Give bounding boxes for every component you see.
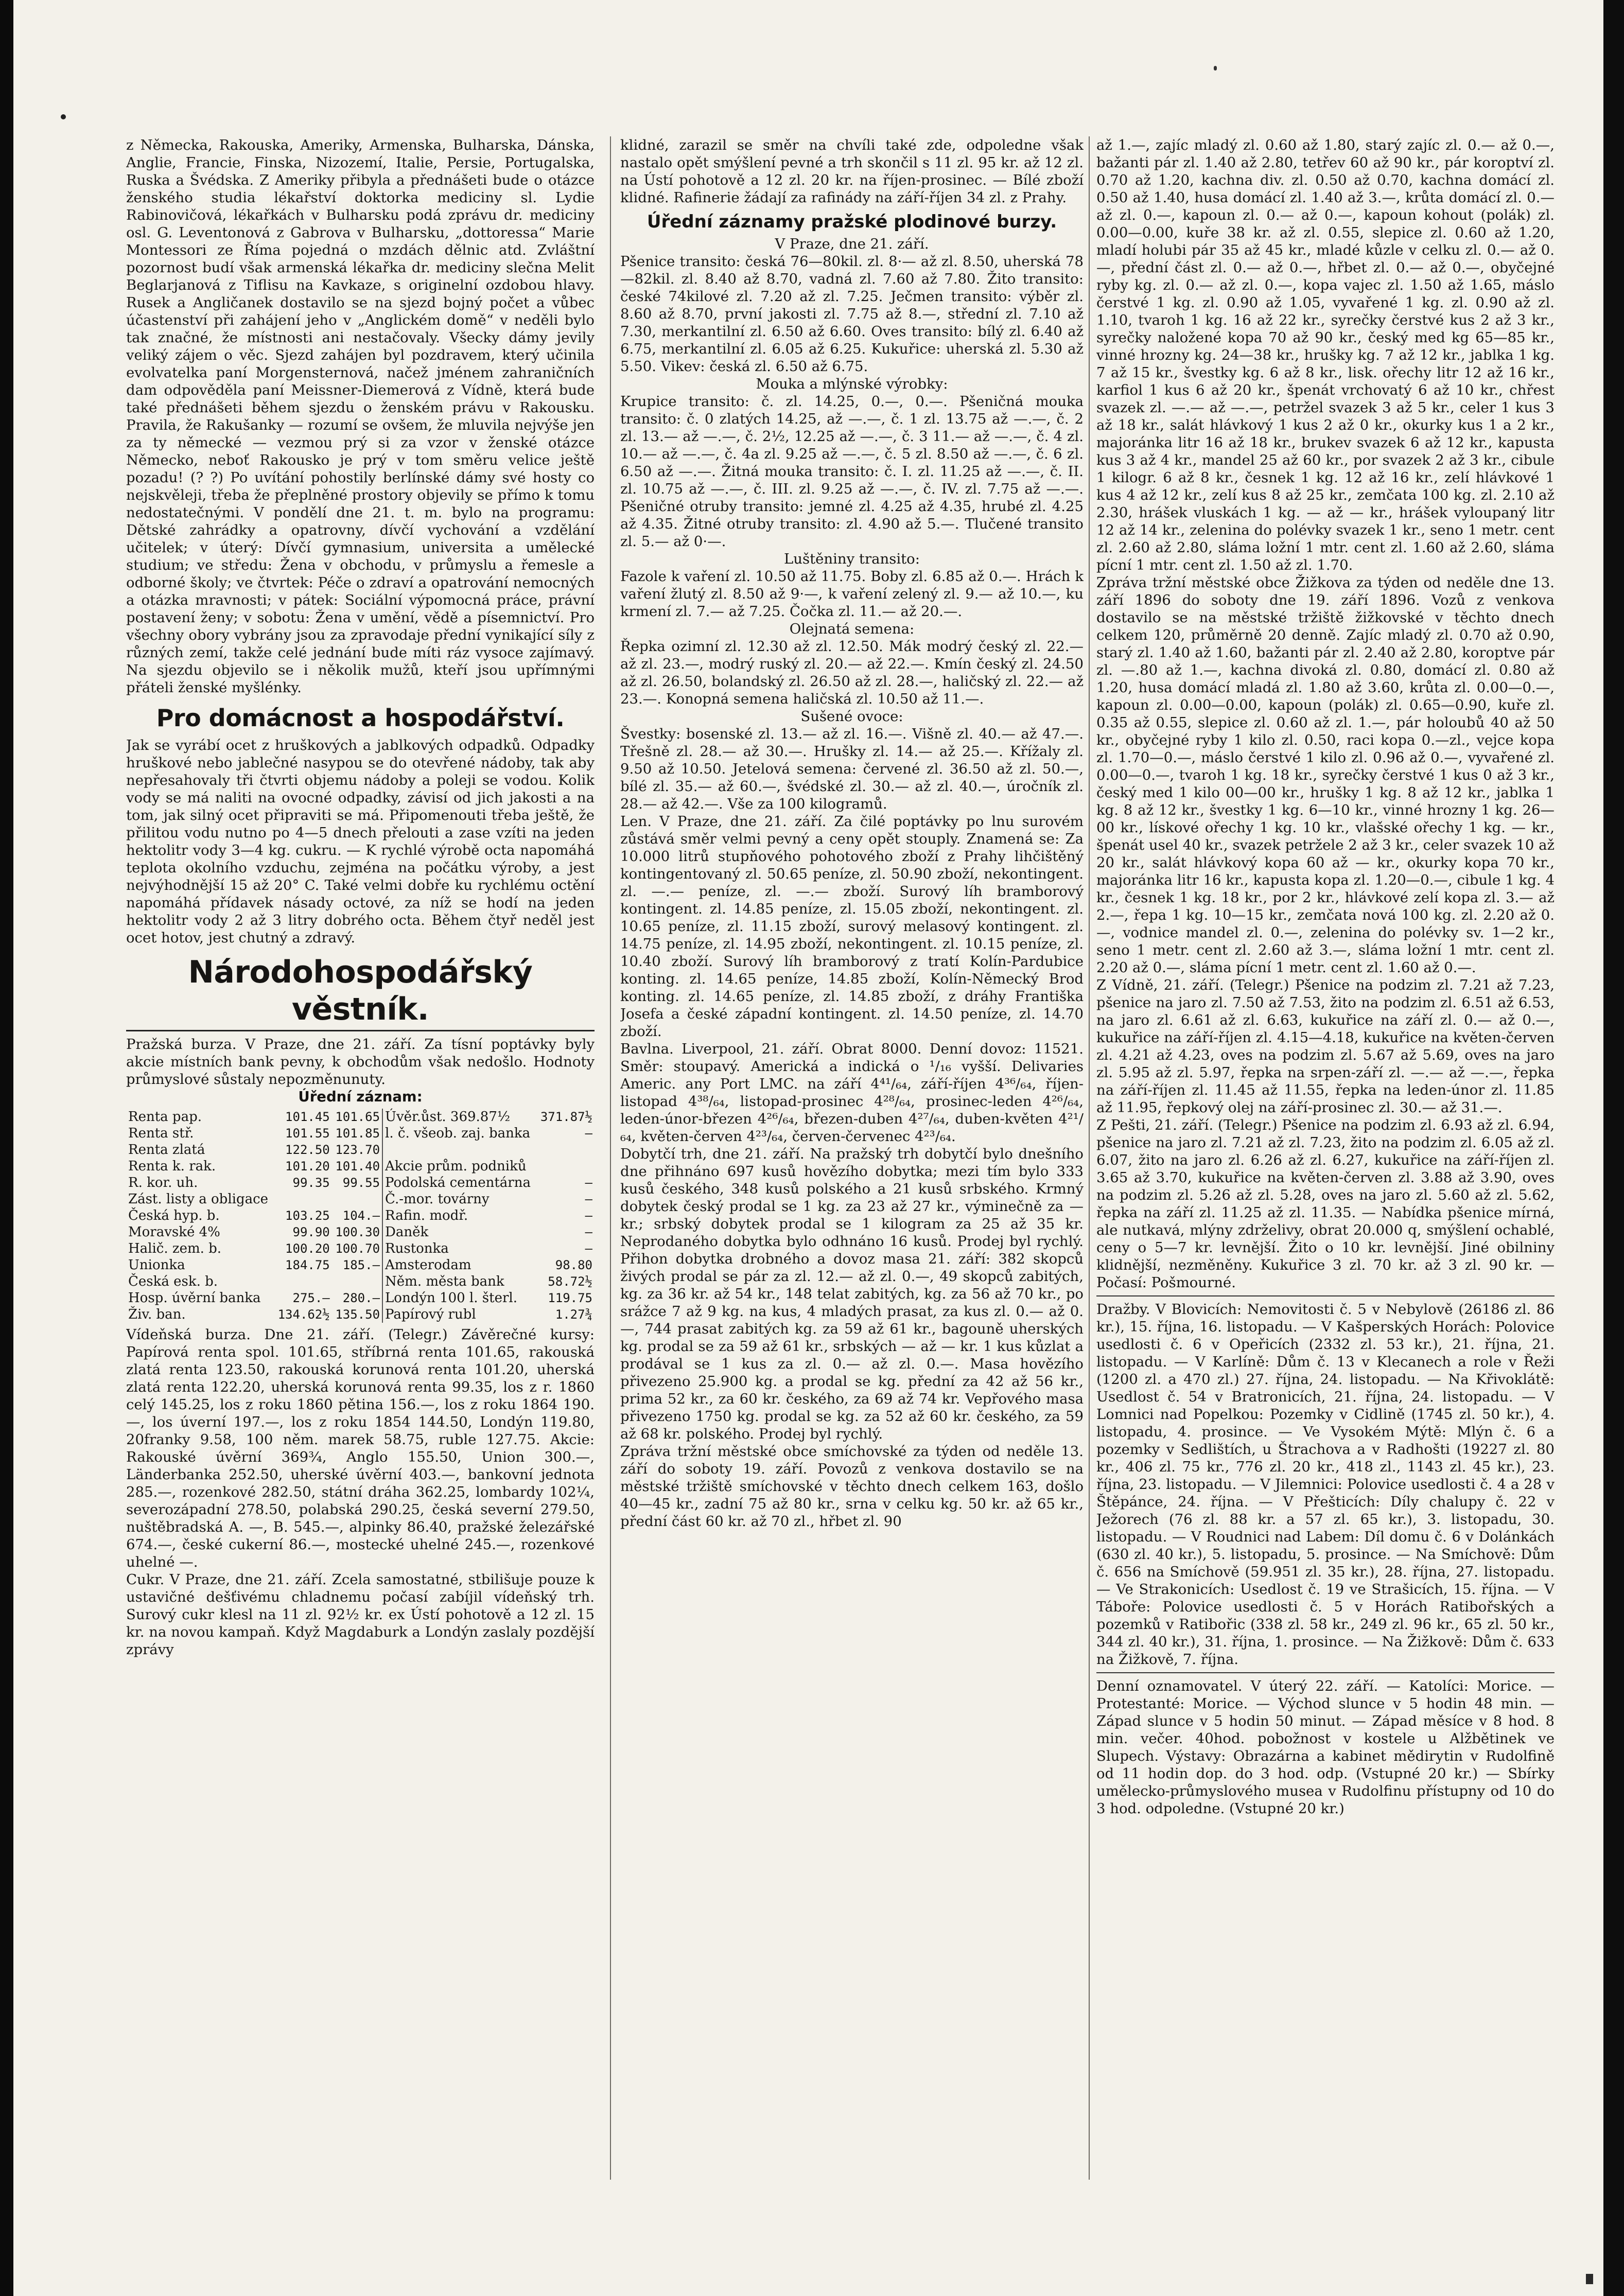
article-smichov-market: Zpráva tržní městské obce smíchovské za týden od neděle 13. září do soboty 19. září. Povozů z venkova dostavilo se na městské tržiště smíchovské v těchto dnech celkem 163, došlo 40—45 kr., zadní 75 až 80 kr., srna v celku kg. 50 kr. až 65 kr., přední část 60 kr. až 70 zl., hřbet zl. 90 bbox=[620, 1443, 1084, 1530]
rate-cell: 122.50 bbox=[285, 1143, 330, 1157]
rate-cell: Zást. listy a obligace bbox=[128, 1191, 269, 1207]
rate-cell: 184.75 bbox=[285, 1258, 330, 1272]
article-zizkov-market: Zpráva tržní městské obce Žižkova za týden od neděle dne 13. září 1896 do soboty dne 19. září 1896. Vozů z venkova dostavilo se na městské tržiště žižkovské v těchto dnech celkem 120, průměrně 20 denně. Zajíc mladý zl. 0.70 až 0.90, starý zl. 1.40 až 1.60, bažanti pár zl. 2.40 až 2.80, koroptve pár zl. —.80 až 1.—, kachna divoká zl. 0.80, domácí zl. 0.80 až 1.20, husa domácí mladá zl. 1.80 až 3.60, krůta zl. 0.00—0.—, kapoun zl. 0.00—0.00, kapoun (polák) zl. 0.65—0.90, kuře zl. 0.35 až 0.55, slepice zl. 0.60 až zl. 1.—, pár holoubů 40 až 50 kr., obyčejné ryby 1 kilo zl. 0.50, raci kopa 0.—zl., vejce kopa zl. 1.70—0.—, máslo čerstvé 1 kilo zl. 0.96 až 0.—, vyvařené zl. 0.00—0.—, tvaroh 1 kg. 18 kr., syrečky čerstvé 1 kus 0 až 3 kr., český med 1 kilo 00—00 kr., hrušky 1 kg. 8 až 12 kr., jablka 1 kg. 8 až 12 kr., švestky 1 kg. 6—10 kr., vinné hrozny 1 kg. 26—00 kr., lískové ořechy 1 kg. 10 kr., vlašské ořechy 1 kg. — kr., špenát usel 40 kr., svazek petržele 2 až 3 kr., celer svazek 10 až 20 kr., salát hlávkový kopa 60 až — kr., okurky kopa 70 kr., majoránka litr 16 kr., kapusta kopa zl. 1.20—0.—, cibule 1 kg. 4 kr., česnek 1 kg. 18 kr., por 2 kr., hlávkové zelí kopa zl. 3.— až 2.—, řepa 1 kg. 10—15 kr., zemčata nová 100 kg. zl. 2.20 až 0.—, vodnice mandel zl. 0.—, zelenina do polévky sv. 1—2 kr., seno 1 metr. cent zl. 2.60 až 3.—, sláma ložní 1 mtr. cent zl. 2.20 až 0.—, sláma pícní 1 metr. cent zl. 1.60 až 0.—. bbox=[1096, 574, 1555, 976]
rate-cell: Renta pap. bbox=[128, 1109, 202, 1125]
article-vienna-exchange: Vídeňská burza. Dne 21. září. (Telegr.) Závěrečné kursy: Papírová renta spol. 101.65, stříbrná renta 101.65, rakouská zlatá renta 123.50, rakouská korunová renta 101.20, uherská zlatá renta 122.20, uherská korunová renta 99.35, los z r. 1860 celý 145.25, los z roku 1860 pětina 156.—, los z roku 1864 190.—, los úverní 197.—, los z roku 1854 144.50, Londýn 119.80, 20franky 9.58, 100 něm. marek 58.75, ruble 127.75. Akcie: Rakouské úvěrní 369¾, Anglo 155.50, Union 300.—, Länderbanka 252.50, uherské úvěrní 403.—, bankovní jednota 285.—, rozenkové 282.50, státní dráha 362.25, lombardy 102¼, severozápadní 278.50, polabská 290.25, česká severní 279.50, nuštěbradská A. —, B. 545.—, alpinky 86.40, pražské železářské 674.—, české cukerní 86.—, mostecké uhelné 245.—, rozenkové uhelné —. bbox=[126, 1326, 595, 1570]
rate-cell: 280.— bbox=[342, 1291, 380, 1305]
rate-cell: 134.62½ bbox=[277, 1307, 330, 1322]
article-vinegar: Jak se vyrábí ocet z hruškových a jablkových odpadků. Odpadky hruškové nebo jablečné nasypou se do otevřené nádoby, tak aby nepřesahovaly tři čtvrti objemu nádoby a poleji se vodou. Kolik vody se má naliti na ovocné odpadky, závisí od jich jakosti a na tom, jak silný ocet připraviti se má. Připomenouti třeba ještě, že přilitou vodu nutno po 4—5 dnech přelouti a zase vzíti na jeden hektolitr vody 3—4 kg. cukru. — K rychlé výrobě octa napomáhá teplota okolního vzduchu, zejména na počátku výroby, a jest nejvýhodnější 15 až 20° C. Také velmi dobře ku rychlému octění napomáhá přídavek násady octové, za níž se hodí na jeden hektolitr vody 2 až 3 litry dobrého octa. Během čtyř neděl jest ocet hotov, jest chutný a zdravý. bbox=[126, 737, 595, 946]
article-vienna-grain: Z Vídně, 21. září. (Telegr.) Pšenice na podzim zl. 7.21 až 7.23, pšenice na jaro zl. 7.50 až 7.53, žito na podzim zl. 6.51 až 6.53, na jaro zl. 6.61 až zl. 6.63, kukuřice na září zl. 0.— až 0.—, kukuřice na září-říjen zl. 4.15—4.18, kukuřice na květen-červen zl. 4.21 až 4.23, oves na podzim zl. 5.67 až 5.69, oves na jaro zl. 5.95 až zl. 5.97, řepka na srpen-září zl. —.— až —.—, řepka na září-říjen zl. 11.45 až 11.55, řepka na leden-únor zl. 11.85 až 11.95, řepkový olej na září-prosinec zl. 30.— až 31.—. bbox=[1096, 977, 1555, 1116]
rate-cell bbox=[332, 1273, 382, 1290]
rate-cell bbox=[274, 1191, 332, 1207]
rate-row bbox=[126, 1257, 595, 1273]
column-rule bbox=[1089, 136, 1090, 2180]
rate-row bbox=[126, 1175, 595, 1191]
rate-cell: Renta stř. bbox=[128, 1126, 194, 1141]
rate-cell: Něm. města bank bbox=[382, 1273, 537, 1290]
rate-cell: 1.27¾ bbox=[555, 1307, 592, 1322]
rate-cell: Česká esk. b. bbox=[128, 1274, 218, 1289]
rate-cell: Úvěr.ůst. 369.87½ bbox=[382, 1109, 537, 1125]
rate-cell: Č.-mor. továrny bbox=[382, 1191, 537, 1207]
rate-cell bbox=[537, 1158, 595, 1175]
rates-heading: Úřední záznam: bbox=[298, 1089, 423, 1105]
rate-cell: — bbox=[585, 1126, 592, 1141]
rate-cell: 99.55 bbox=[342, 1176, 380, 1190]
rate-cell: Papírový rubl bbox=[382, 1306, 537, 1323]
column-1 bbox=[126, 136, 595, 2175]
rate-cell: 275.— bbox=[292, 1291, 330, 1305]
rate-cell: Moravské 4% bbox=[128, 1224, 220, 1240]
rate-cell: Renta zlatá bbox=[128, 1142, 205, 1158]
heading-grain-exchange: Úřední záznamy pražské plodinové burzy. bbox=[647, 212, 1057, 232]
section-heading-household: Pro domácnost a hospodářství. bbox=[156, 704, 565, 732]
rate-cell: Amsterodam bbox=[382, 1257, 537, 1273]
article-spirits: Len. V Praze, dne 21. září. Za čilé poptávky po lnu surovém zůstává směr velmi pevný a ceny opět stouply. Znamená se: Za 10.000 litrů stupňového pohotového zboží z Prahy lihčištěný kontingentovaný zl. 50.65 peníze, zl. 50.90 zboží, nekontingent. zl. —.— peníze, zl. —.— zboží. Surový líh bramborový kontingent. zl. 14.85 peníze, zl. 15.05 zboží, nekontingent. zl. 10.65 peníze, zl. 11.15 zboží, surový melasový kontingent. zl. 14.75 peníze, zl. 14.95 zboží, nekontingent. zl. 10.15 peníze, zl. 10.40 zboží. Surový líh bramborový z tratí Kolín-Pardubice konting. zl. 14.65 peníze, 14.85 zboží, Kolín-Německý Brod konting. zl. 14.65 peníze, zl. 14.85 zboží, z dráhy Františka Josefa a české západní kontingent. zl. 14.50 peníze, zl. 14.70 zboží. bbox=[620, 813, 1084, 1040]
rate-cell: 135.50 bbox=[335, 1307, 380, 1322]
oilseed-prices: Řepka ozimní zl. 12.30 až zl. 12.50. Mák modrý český zl. 22.— až zl. 23.—, modrý ruský zl. 20.— až 22.—. Kmín český zl. 24.50 až zl. 26.50, bolandský zl. 26.50 až zl. 28.—, haličský zl. 22.— až 23.—. Konopná semena haličská zl. 10.50 až 11.—. bbox=[620, 638, 1084, 707]
article-sugar-continued: klidné, zarazil se směr na chvíli také zde, odpoledne však nastalo opět smýšlení pevné a trh skončil s 11 zl. 95 kr. až 12 zl. na Ústí pohotově a 12 zl. 20 kr. na říjen-prosinec. — Bílé zboží klidné. Rafinerie žádají za rafinády na září-říjen 34 zl. z Prahy. bbox=[620, 137, 1084, 206]
ink-speck bbox=[61, 114, 66, 119]
article-women-congress: z Německa, Rakouska, Ameriky, Armenska, Bulharska, Dánska, Anglie, Francie, Finska, Nizozemí, Italie, Persie, Portugalska, Ruska a Švédska. Z Ameriky přibyla a přednášeti bude o otázce ženského studia lékařství doktorka mediciny sl. Lydie Rabinovičová, lékařkách v Bulharsku podá zprávu dr. mediciny osl. G. Leventonová z Gabrova v Bulharsku, „dottoressa“ Marie Montessori ze Říma pojedná o mzdách dělnic atd. Zvláštní pozornost budí však armenská lékařka dr. mediciny slečna Melit Beglarjanová z Tiflisu na Kavkaze, s originelní ozdobou hlavy. Rusek a Angličanek dostavilo se na sjezd bojný počet a vůbec účastenství při zahájení jeho v „Anglickém domě“ v neděli bylo tak značné, že místnosti ani nestačovaly. Všecky dámy jevily veliký zájem o věc. Sjezd zahájen byl pozdravem, který učinila evolvatelka paní Morgensternová, načež jménem zahraničních dam odpověděla paní Meissner-Diemerová z Vídně, která bude také přednášeti během sjezdu o ženském právu v Rakousku. Pravila, že Rakušanky — rozumí se ovšem, že mluvila nejvýše jen za ty německé — vezmou prý si za vzor v ženské otázce Německo, neboť Rakousko je prý v tom směru velice ještě pozadu! (? ?) Po uvítání pohostily berlínské dámy své hosty co nejskvěleji, třeba že přeplněné prostory objevily se přímo k tomu nedostatečnými. V pondělí dne 21. t. m. bylo na programu: Dětské zahrádky a opatrovny, dívčí vychování a vzdělání učitelek; v úterý: Dívčí gymnasium, universita a umělecké studium; ve středu: Žena v obchodu, v průmyslu a řemesle a odborné školy; ve čtvrtek: Péče o zdraví a opatrování nemocných a otázka mravnosti; v pátek: Sociální výpomocná práce, právní postavení ženy; v sobotu: Žena v umění, vědě a písemnictví. Pro všechny obory vybrány jsou za zpravodaje přední vynikající síly z různých zemí, takže celé jednání bude míti ráz vysoce zajímavý. Na sjezdu objevilo se i několik mužů, kteří jsou upřímnými přáteli ženské myšlénky. bbox=[126, 137, 595, 696]
rate-cell: Podolská cementárna bbox=[382, 1175, 537, 1191]
rate-cell: 104.— bbox=[342, 1208, 380, 1223]
rate-row bbox=[126, 1290, 595, 1306]
rate-row bbox=[126, 1306, 595, 1323]
rate-cell: 185.— bbox=[342, 1258, 380, 1272]
column-3 bbox=[1096, 136, 1555, 2175]
rate-cell bbox=[332, 1191, 382, 1207]
rate-row bbox=[126, 1158, 595, 1175]
rate-cell: l. č. všeob. zaj. banka bbox=[382, 1125, 537, 1142]
article-auctions: Dražby. V Blovicích: Nemovitosti č. 5 v Nebylově (26186 zl. 86 kr.), 15. října, 16. listopadu. — V Kašperských Horách: Polovice usedlosti č. 6 v Opeřicích (2332 zl. 53 kr.), 21. října, 21. listopadu. — V Karlíně: Dům č. 13 v Klecanech a role v Řeži (1200 zl. a 470 zl.) 27. října, 24. listopadu. — Na Křivoklátě: Usedlost č. 54 v Bratronicích, 21. října, 24. listopadu. — V Lomnici nad Popelkou: Pozemky v Cidlině (1745 zl. 50 kr.), 4. listopadu, 4. prosince. — Ve Vysokém Mýtě: Mlýn č. 6 a pozemky v Sedlištích, u Štrachova a v Radhošti (19227 zl. 80 kr., 406 zl. 75 kr., 776 zl. 20 kr., 418 zl., 1143 zl. 45 kr.), 23. října, 23. listopadu. — V Jilemnici: Polovice usedlosti č. 4 a 28 v Štěpánce, 24. října. — V Přešticích: Díly chalupy č. 22 v Ježorech (76 zl. 88 kr. a 57 zl. 65 kr.), 3. listopadu, 30. listopadu. — V Roudnici nad Labem: Díl domu č. 6 v Dolánkách (630 zl. 40 kr.), 5. listopadu, 5. prosince. — Na Smíchově: Dům č. 656 na Smíchově (59.951 zl. 35 kr.), 28. října, 27. listopadu. — Ve Strakonicích: Usedlost č. 19 ve Strašicích, 15. října. — V Táboře: Polovice usedlosti č. 5 v Horách Ratibořských a pozemků v Ratibořic (338 zl. 58 kr., 249 zl. 96 kr., 65 zl. 50 kr., 344 zl. 40 kr.), 31. října, 1. prosince. — Na Žižkově: Dům č. 633 na Žižkově, 7. října. bbox=[1096, 1301, 1555, 1668]
rate-cell: 101.65 bbox=[335, 1110, 380, 1124]
legume-prices: Fazole k vaření zl. 10.50 až 11.75. Boby zl. 6.85 až 0.—. Hrách k vaření žlutý zl. 8.50 až 9·—, k vaření zelený zl. 9.— až 10.—, ku krmení zl. 7.— až 7.25. Čočka zl. 11.— až 20.—. bbox=[620, 568, 1084, 620]
rate-cell: Halič. zem. b. bbox=[128, 1241, 222, 1256]
rate-cell: — bbox=[585, 1176, 592, 1190]
rate-row bbox=[126, 1109, 595, 1125]
rate-cell: 123.70 bbox=[335, 1143, 380, 1157]
exchange-rates-table bbox=[126, 1109, 595, 1323]
rate-row bbox=[126, 1240, 595, 1257]
rate-cell: Daněk bbox=[382, 1224, 537, 1240]
rate-cell: Živ. ban. bbox=[128, 1307, 186, 1322]
heading-flour: Mouka a mlýnské výrobky: bbox=[756, 376, 948, 392]
article-prague-exchange: Pražská burza. V Praze, dne 21. září. Za tísní poptávky byly akcie místních bank pevny, k obchodům však nedošlo. Hodnoty průmyslové sůstaly nepozměnunuty. bbox=[126, 1036, 595, 1088]
rate-cell: Renta k. rak. bbox=[128, 1159, 216, 1174]
rate-cell: — bbox=[585, 1208, 592, 1223]
rate-cell bbox=[382, 1142, 537, 1158]
rate-row bbox=[126, 1142, 595, 1158]
rate-cell: 100.30 bbox=[335, 1225, 380, 1239]
rate-cell bbox=[274, 1273, 332, 1290]
rate-cell: 99.90 bbox=[292, 1225, 330, 1239]
rate-cell bbox=[537, 1142, 595, 1158]
grain-date: V Praze, dne 21. září. bbox=[775, 236, 929, 252]
article-cotton: Bavlna. Liverpool, 21. září. Obrat 8000. Denní dovoz: 11521. Směr: stoupavý. Americká a indická o ¹/₁₆ vyšší. Delivaries Americ. any Port LMC. na září 4⁴¹/₆₄, září-říjen 4³⁶/₆₄, říjen-listopad 4³⁸/₆₄, listopad-prosinec 4²⁸/₆₄, prosinec-leden 4²⁶/₆₄, leden-únor-březen 4²⁶/₆₄, březen-duben 4²⁷/₆₄, duben-květen 4²¹/₆₄, květen-červen 4²³/₆₄, červen-červenec 4²³/₆₄. bbox=[620, 1041, 1084, 1145]
rate-cell: 101.55 bbox=[285, 1126, 330, 1141]
rate-cell: Hosp. úvěrní banka bbox=[128, 1290, 261, 1306]
ink-speck bbox=[1586, 2274, 1593, 2284]
rate-row bbox=[126, 1125, 595, 1142]
rate-row bbox=[126, 1273, 595, 1290]
scan-edge-right bbox=[1603, 0, 1624, 2296]
rate-cell: 99.35 bbox=[292, 1176, 330, 1190]
rate-cell: 101.40 bbox=[335, 1159, 380, 1173]
rate-cell: — bbox=[585, 1225, 592, 1239]
rate-cell: 98.80 bbox=[555, 1258, 592, 1272]
dried-fruit-prices: Švestky: bosenské zl. 13.— až zl. 16.—. Višně zl. 40.— až 47.—. Třešně zl. 28.— až 30.—. Hrušky zl. 14.— až 25.—. Křížaly zl. 9.50 až 10.50. Jetelová semena: červené zl. 36.50 až zl. 50.—, bílé zl. 35.— až 60.—, švédské zl. 30.— až zl. 40.—, úročník zl. 28.— až 42.—. Vše za 100 kilogramů. bbox=[620, 726, 1084, 812]
column-2 bbox=[620, 136, 1084, 2175]
ink-speck bbox=[1214, 66, 1217, 71]
column-rule bbox=[610, 136, 611, 2180]
rate-cell: Unionka bbox=[128, 1257, 185, 1273]
rate-cell: — bbox=[585, 1192, 592, 1206]
section-heading-economy: Národohospodářský věstník. bbox=[126, 954, 595, 1031]
grain-prices: Pšenice transito: česká 76—80kil. zl. 8·— až zl. 8.50, uherská 78—82kil. zl. 8.40 až 8.70, vadná zl. 7.60 až 7.80. Žito transito: české 74kilové zl. 7.20 až zl. 7.25. Ječmen transito: výběr zl. 8.60 až 8.70, první jakosti zl. 7.75 až 8.—, střední zl. 7.10 až 7.30, merkantilní zl. 6.50 až 6.60. Oves transito: bílý zl. 6.40 až 6.75, merkantilní zl. 6.05 až 6.25. Kukuřice: uherská zl. 5.30 až 5.50. Vikev: česká zl. 6.50 až 6.75. bbox=[620, 253, 1084, 375]
heading-legumes: Luštěniny transito: bbox=[784, 551, 920, 567]
rate-cell: 101.85 bbox=[335, 1126, 380, 1141]
heading-oilseed: Olejnatá semena: bbox=[789, 621, 915, 637]
divider bbox=[1096, 1295, 1555, 1296]
market-prices-continued: až 1.—, zajíc mladý zl. 0.60 až 1.80, starý zajíc zl. 0.— až 0.—, bažanti pár zl. 1.40 až 2.80, tetřev 60 až 90 kr., pár koroptví zl. 0.70 až 1.20, kachna div. zl. 0.50 až 0.70, kachna domácí zl. 0.50 až 1.40, husa domácí zl. 1.40 až 3.—, krůta domácí zl. 0.— až zl. 0.—, kapoun zl. 0.— až 0.—, kapoun kohout (polák) zl. 0.00—0.00, kuře 38 kr. až zl. 0.55, slepice zl. 0.60 až 1.20, mladí holubi pár 35 až 45 kr., mladé kůzle v celku zl. 0.— až 0.—, přední část zl. 0.— až 0.—, hřbet zl. 0.— až 0.—, obyčejné ryby kg. zl. 0.— až zl. 0.—, kopa vajec zl. 1.50 až 1.65, máslo čerstvé 1 kg. zl. 0.90 až 1.05, vyvařené 1 kg. zl. 0.90 až zl. 1.10, tvaroh 1 kg. 16 až 22 kr., syrečky čerstvé kus 2 až 3 kr., syrečky naložené kopa 70 až 90 kr., český med kg 65—85 kr., vinné hrozny kg. 24—38 kr., hrušky kg. 7 až 12 kr., jablka 1 kg. 7 až 15 kr., švestky kg. 6 až 8 kr., lisk. ořechy litr 12 až 16 kr., karfiol 1 kus 6 až 20 kr., špenát vrchovatý 6 až 10 kr., chřest svazek zl. —.— až —.—, petržel svazek 3 až 5 kr., celer 1 kus 3 až 18 kr., salát hlávkový 1 kus 2 až 0 kr., okurky kus 1 a 2 kr., majoránka litr 16 až 18 kr., brukev svazek 6 až 12 kr., kapusta kus 3 až 4 kr., mandel 25 až 60 kr., por svazek 2 až 3 kr., cibule 1 kilogr. 6 až 8 kr., česnek 1 kg. 12 až 16 kr., zelí hlávkové 1 kus 4 až 12 kr., zelí kus 8 až 25 kr., zemčata 100 kg. zl. 2.10 až 2.30, hrášek vluskách 1 kg. — až — kr., hrášek vyloupaný litr 12 až 14 kr., zelenina do polévky svazek 1 kr., seno 1 metr. cent zl. 2.60 až 2.80, sláma ložní 1 mtr. cent zl. 1.60 až 2.60, sláma pícní 1 mtr. cent zl. 1.50 až zl. 1.70. bbox=[1096, 137, 1555, 573]
rate-cell: Rafin. modř. bbox=[382, 1207, 537, 1224]
rate-cell: Rustonka bbox=[382, 1240, 537, 1257]
divider bbox=[1096, 1672, 1555, 1673]
rate-cell: 101.20 bbox=[285, 1159, 330, 1173]
rate-cell: 371.87½ bbox=[540, 1110, 592, 1124]
rate-row bbox=[126, 1191, 595, 1207]
rate-cell: 100.70 bbox=[335, 1241, 380, 1256]
rate-cell: Londýn 100 l. šterl. bbox=[382, 1290, 537, 1306]
rate-row bbox=[126, 1207, 595, 1224]
article-sugar: Cukr. V Praze, dne 21. září. Zcela samostatné, stbilišuje pouze k ustavičné dešťivému chladnemu počasí zabíjil vídeňský trh. Surový cukr klesl na 11 zl. 92½ kr. ex Ústí pohotově a 12 zl. 15 kr. na novou kampaň. Když Magdaburk a Londýn zaslaly pozdější zprávy bbox=[126, 1571, 595, 1658]
article-pest-grain: Z Pešti, 21. září. (Telegr.) Pšenice na podzim zl. 6.93 až zl. 6.94, pšenice na jaro zl. 7.21 až zl. 7.23, žito na podzim zl. 6.05 až zl. 6.07, žito na jaro zl. 6.26 až zl. 6.27, kukuřice na září-říjen zl. 3.65 až 3.70, kukuřice na květen-červen zl. 3.88 až 3.90, oves na podzim zl. 5.26 až zl. 5.28, oves na jaro zl. 5.60 až zl. 5.62, řepka na září zl. 11.25 až zl. 11.35. — Nabídka pšenice mírná, ale nutkavá, mlýny zdrželivy, obrat 20.000 q, smýšlení ochablé, ceny o 5—7 kr. levnější. Žito o 10 kr. levnější. Jiné obilniny klidnější, nezměněny. Kukuřice 3 zl. 70 kr. až 3 zl. 90 kr. — Počasí: Pošmourné. bbox=[1096, 1117, 1555, 1291]
article-cattle-market: Dobytčí trh, dne 21. září. Na pražský trh dobytčí bylo dnešního dne přihnáno 697 kusů hovězího dobytka; mezi tím bylo 333 kusů českého, 348 kusů polského a 21 kusů srbského. Krmný dobytek český prodal se 1 kg. za 23 až 27 kr., výminečně za — kr.; srbský dobytek prodal se 1 kilogram za 25 až 35 kr. Neprodaného dobytka bylo odhnáno 16 kusů. Prodej byl rychlý. Přihon dobytka drobného a dovoz masa 21. září: 382 skopců živých prodal se pár za zl. 12.— až zl. 0.—, 49 skopců zabitých, kg. za 36 kr. až 54 kr., 148 telat zabitých, kg. za 56 až 70 kr., po srážce 7 až 9 kg. na kus, 4 mladých prasat, za kus zl. 0.— až 0.—, 744 prasat zabitých kg. za 59 až 61 kr., bagouně uherských kg. prodal se za 59 až 61 kr., srbských — až — kr. 1 kus kůzlat a prodával se 1 kus za zl. 0.— až zl. 0.—. Masa hovězího přivezeno 25.900 kg. a prodal se kg. přední za 42 až 56 kr., prima 52 kr., za 60 kr. českého, za 69 až 74 kr. Vepřového masa přivezeno 1750 kg. prodal se kg. za 52 až 60 kr. českého, za 59 až 68 kr. polského. Prodej byl rychlý. bbox=[620, 1146, 1084, 1442]
rate-cell: — bbox=[585, 1241, 592, 1256]
rate-cell: R. kor. uh. bbox=[128, 1175, 198, 1190]
rate-cell: Česká hyp. b. bbox=[128, 1208, 220, 1223]
rate-cell: 100.20 bbox=[285, 1241, 330, 1256]
rate-cell: 101.45 bbox=[285, 1110, 330, 1124]
daily-notices: Denní oznamovatel. V úterý 22. září. — Katolíci: Morice. — Protestanté: Morice. — Východ slunce v 5 hodin 48 min. — Západ slunce v 5 hodin 50 minut. — Západ měsíce v 8 hod. 8 min. večer. 40hod. pobožnost v kostele u Alžbětinek ve Slupech. Výstavy: Obrazárna a kabinet mědirytin v Rudolfině od 11 hodin dop. do 3 hod. odp. (Vstupné 20 kr.) — Sbírky umělecko-průmyslového musea v Rudolfinu přístupny od 10 do 3 hod. odpoledne. (Vstupné 20 kr.) bbox=[1096, 1678, 1555, 1817]
rate-cell: Akcie prům. podniků bbox=[382, 1158, 537, 1175]
heading-dried-fruit: Sušené ovoce: bbox=[800, 708, 903, 725]
flour-prices: Krupice transito: č. zl. 14.25, 0.—, 0.—. Pšeničná mouka transito: č. 0 zlatých 14.25, až —.—, č. 1 zl. 13.75 až —.—, č. 2 zl. 13.— až —.—, č. 2½, 12.25 až —.—, č. 3 11.— až —.—, č. 4 zl. 10.— až —.—, č. 4a zl. 9.25 až —.—, č. 5 zl. 8.50 až —.—, č. 6 zl. 6.50 až —.—. Žitná mouka transito: č. I. zl. 11.25 až —.—, č. II. zl. 10.75 až —.—, č. III. zl. 9.25 až —.—, č. IV. zl. 7.75 až —.—. Pšeničné otruby transito: jemné zl. 4.25 až 4.35, hrubé zl. 4.25 až 4.35. Žitné otruby transito: zl. 4.90 až 5.—. Tlučené transito zl. 5.— až 0·—. bbox=[620, 393, 1084, 550]
rate-cell: 103.25 bbox=[285, 1208, 330, 1223]
rate-cell: 119.75 bbox=[548, 1291, 592, 1305]
rate-row bbox=[126, 1224, 595, 1240]
rate-cell: 58.72½ bbox=[548, 1274, 592, 1289]
scan-edge-left bbox=[0, 0, 13, 2296]
